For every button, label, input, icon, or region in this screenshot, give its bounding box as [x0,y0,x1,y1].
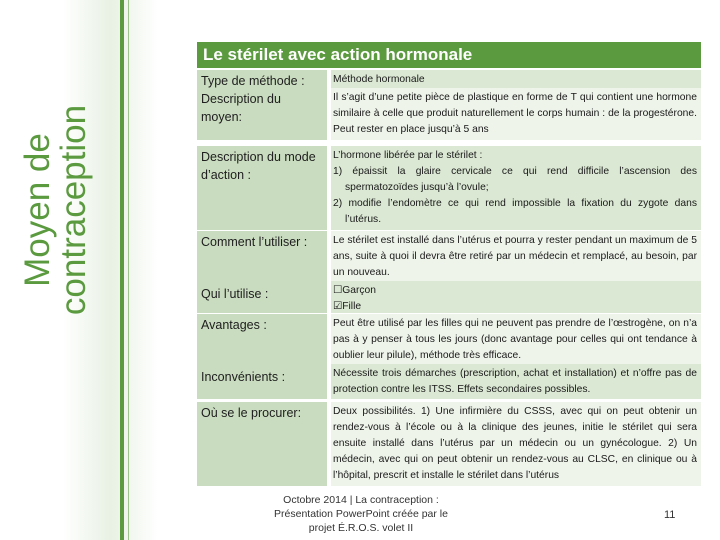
footer-line-2: Présentation PowerPoint créée par le [274,508,448,520]
mode-line-2: 2) modifie l’endomètre ce qui rend impossible la fixation du zygote dans l’utérus. [333,198,697,225]
option-garcon-label: Garçon [342,285,377,296]
mode-line-intro: L’hormone libérée par le stérilet : [333,150,483,161]
value-type: Méthode hormonale [331,70,701,88]
row-type-description [197,70,701,140]
sidebar-divider [120,0,124,540]
label-mode-action: Description du mode d’action : [197,146,327,230]
row-where [197,402,701,486]
option-fille [333,299,697,315]
label-where: Où se le procurer: [197,402,327,486]
label-disadvantages: Inconvénients : [197,364,327,399]
footer [268,493,454,535]
option-fille-label: Fille [342,301,362,312]
row-mode-action [197,146,701,230]
row-usage [197,231,701,281]
value-disadvantages: Nécessite trois démarches (prescription, achat et installation) et n’offre pas de protection contre les ITSS. Effets secondaires possibles. [331,364,701,399]
sidebar-title: Moyen de contraception [18,104,93,316]
value-usage: Le stérilet est installé dans l’utérus et pourra y rester pendant un maximum de 5 ans, suite à quoi il devra être retiré par un médecin et remplacé, au besoin, par un nouveau. [331,231,701,281]
mode-line-1: 1) épaissit la glaire cervicale ce qui rend difficile l’ascension des spermatozoïdes jusqu’à l’ovule; [333,166,697,193]
label-description: Description du moyen: [201,92,281,124]
label-type-description [197,70,327,140]
value-mode-action [331,146,701,230]
option-garcon [333,283,697,299]
label-usage: Comment l’utiliser : [197,231,327,281]
label-advantages: Avantages : [197,314,327,364]
checked-box-icon: ☑ [333,301,343,312]
row-advantages [197,314,701,364]
row-disadvantages [197,364,701,399]
value-where: Deux possibilités. 1) Une infirmière du CSSS, avec qui on peut obtenir un rendez-vous à l’école ou à la clinique des jeunes, initie le stérilet qui sera ensuite installé dans l’utérus par un médecin ou un gynécologue. 2) Un médecin, avec qui on peut obtenir un rendez-vous au CLSC, en clinique ou à l’hôpital, prescrit et installe le stérilet dans l’utérus [331,402,701,486]
value-advantages: Peut être utilisé par les filles qui ne peuvent pas prendre de l’œstrogène, on n’a pas à y penser à tous les jours (donc avantage pour celles qui ont tendance à oublier leur pilule), méthode très efficace. [331,314,701,364]
value-description: Il s’agit d’une petite pièce de plastique en forme de T qui contient une hormone similaire à celle que produit naturellement le corps humain : de la progestérone. Peut rester en place jusqu’à 5 ans [331,88,701,140]
footer-line-3: projet É.R.O.S. volet II [308,522,414,534]
label-type: Type de méthode : [201,74,305,88]
value-who [331,281,701,313]
slide-title: Le stérilet avec action hormonale [197,42,701,68]
row-who [197,281,701,313]
sidebar-divider-thin [128,0,129,540]
unchecked-box-icon: ☐ [333,285,343,296]
label-who: Qui l’utilise : [197,281,327,313]
footer-line-1: Octobre 2014 | La contraception : [283,494,439,506]
page-number: 11 [664,509,676,521]
